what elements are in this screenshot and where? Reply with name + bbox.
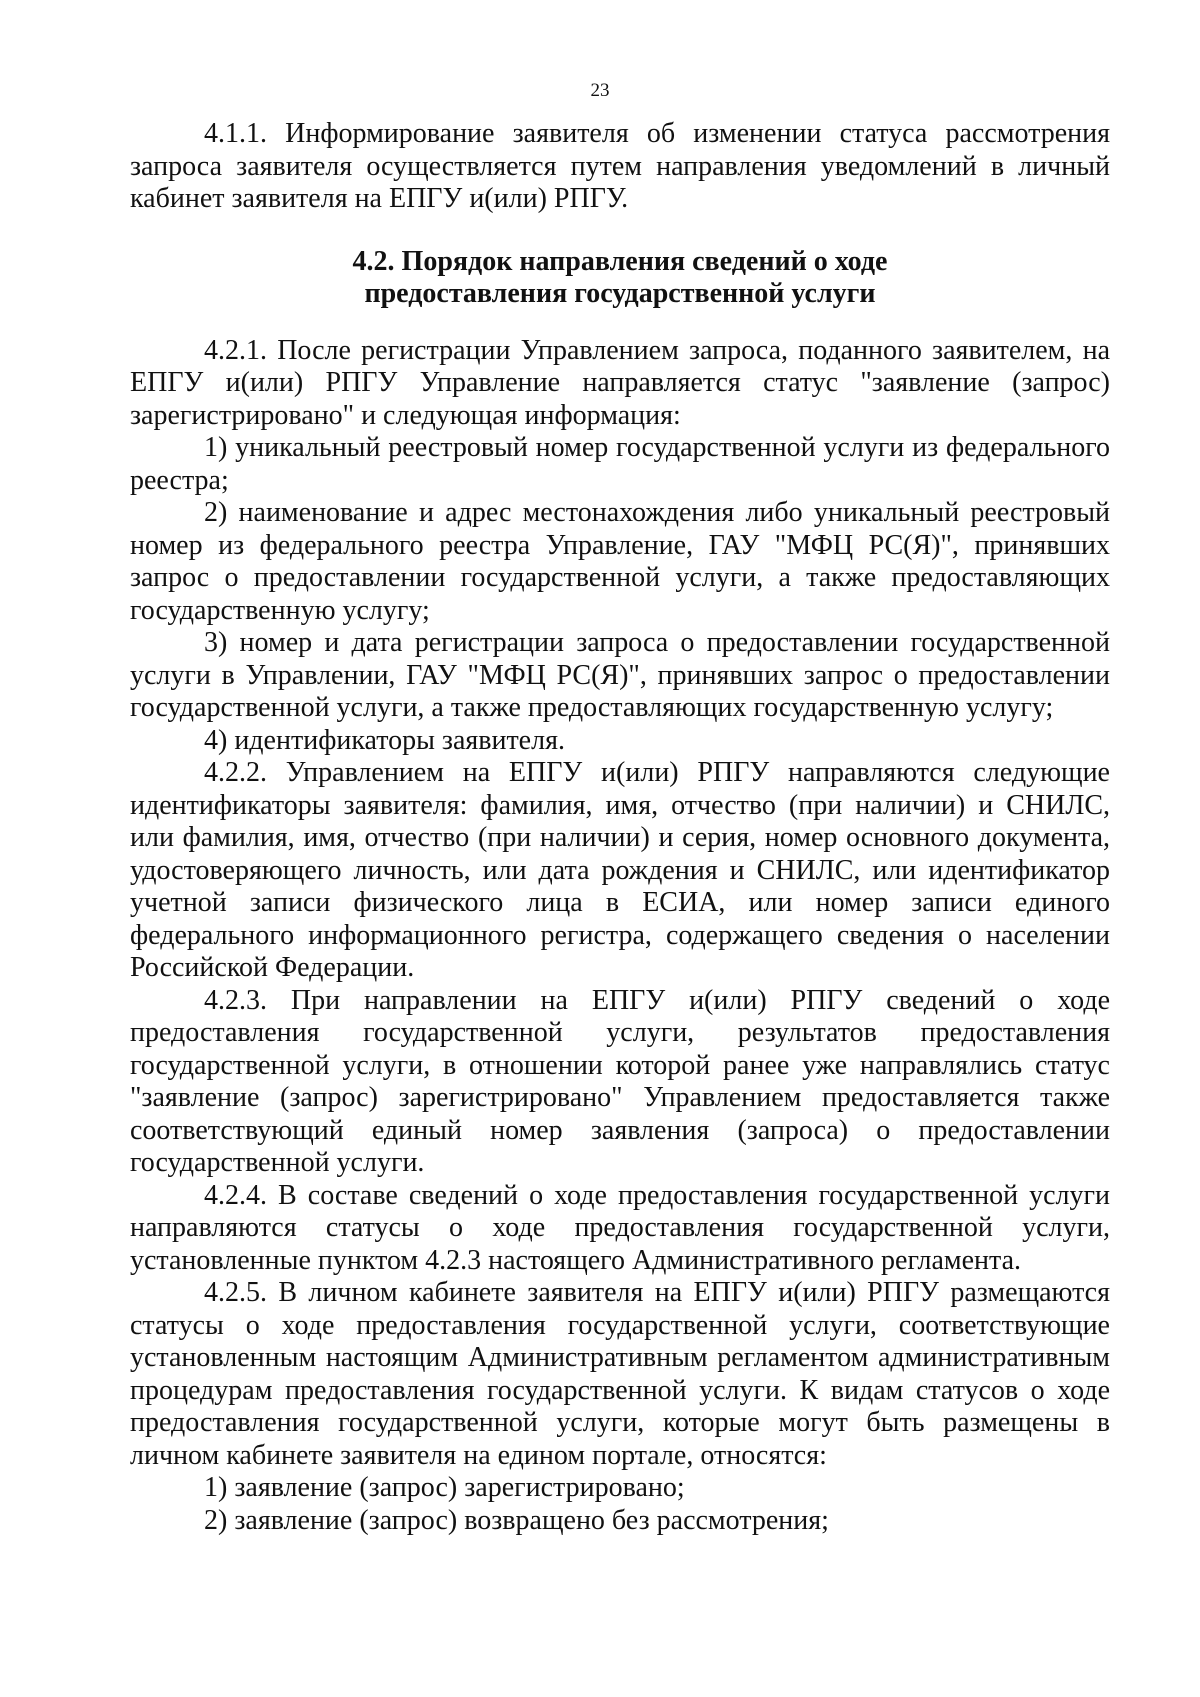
list-item-4-2-5-2: 2) заявление (запрос) возвращено без рассмотрения; xyxy=(204,1504,829,1536)
section-heading-line-2: предоставления государственной услуги xyxy=(364,277,876,309)
paragraph-4-2-2: 4.2.2. Управлением на ЕПГУ и(или) РПГУ направляются следующие идентификаторы заявителя: фамилия, имя, отчество (при наличии) и СНИЛС, или фамилия, имя, отчество (при наличии) и серия, номер основного документа, удостоверяющего личность, или дата рождения и СНИЛС, или идентификатор учетной записи физического лица в ЕСИА, или номер записи единого федерального информационного регистра, содержащего сведения о населении Российской Федерации. xyxy=(130,757,1110,983)
paragraph-4-2-1: 4.2.1. После регистрации Управлением запроса, поданного заявителем, на ЕПГУ и(или) РПГУ Управление направляется статус "заявление (запрос) зарегистрировано" и следующая информация: xyxy=(130,334,1110,431)
list-item-4-2-1-4: 4) идентификаторы заявителя. xyxy=(204,724,565,756)
list-item-4-2-1-3: 3) номер и дата регистрации запроса о предоставлении государственной услуги в Управлении, ГАУ "МФЦ РС(Я)", принявших запрос о предоставлении государственной услуги, а также предоставляющих государственную услугу; xyxy=(130,627,1110,723)
paragraph-4-1-1: 4.1.1. Информирование заявителя об изменении статуса рассмотрения запроса заявителя осуществляется путем направления уведомлений в личный кабинет заявителя на ЕПГУ и(или) РПГУ. xyxy=(130,118,1110,214)
list-item-4-2-5-1: 1) заявление (запрос) зарегистрировано; xyxy=(204,1472,685,1503)
document-body xyxy=(130,118,1110,1537)
list-item-4-2-1-2: 2) наименование и адрес местонахождения либо уникальный реестровый номер из федерального реестра Управление, ГАУ "МФЦ РС(Я)", принявших запрос о предоставлении государственной услуги, а также предоставляющих государственную услугу; xyxy=(130,497,1110,626)
paragraph-4-2-5: 4.2.5. В личном кабинете заявителя на ЕПГУ и(или) РПГУ размещаются статусы о ходе предоставления государственной услуги, соответствующие установленным настоящим Административным регламентом административным процедурам предоставления государственной услуги. К видам статусов о ходе предоставления государственной услуги, которые могут быть размещены в личном кабинете заявителя на едином портале, относятся: xyxy=(130,1277,1110,1471)
section-heading-4-2 xyxy=(130,246,1110,310)
paragraph-4-2-4: 4.2.4. В составе сведений о ходе предоставления государственной услуги направляются статусы о ходе предоставления государственной услуги, установленные пунктом 4.2.3 настоящего Административного регламента. xyxy=(130,1179,1110,1276)
paragraph-4-2-3: 4.2.3. При направлении на ЕПГУ и(или) РПГУ сведений о ходе предоставления государственной услуги, результатов предоставления государственной услуги, в отношении которой ранее уже направлялись статус "заявление (запрос) зарегистрировано" Управлением предоставляется также соответствующий единый номер заявления (запроса) о предоставлении государственной услуги. xyxy=(130,984,1110,1178)
section-heading-line-1: 4.2. Порядок направления сведений о ходе xyxy=(352,245,888,277)
list-item-4-2-1-1: 1) уникальный реестровый номер государственной услуги из федерального реестра; xyxy=(130,432,1110,496)
page-number: 23 xyxy=(590,80,610,101)
